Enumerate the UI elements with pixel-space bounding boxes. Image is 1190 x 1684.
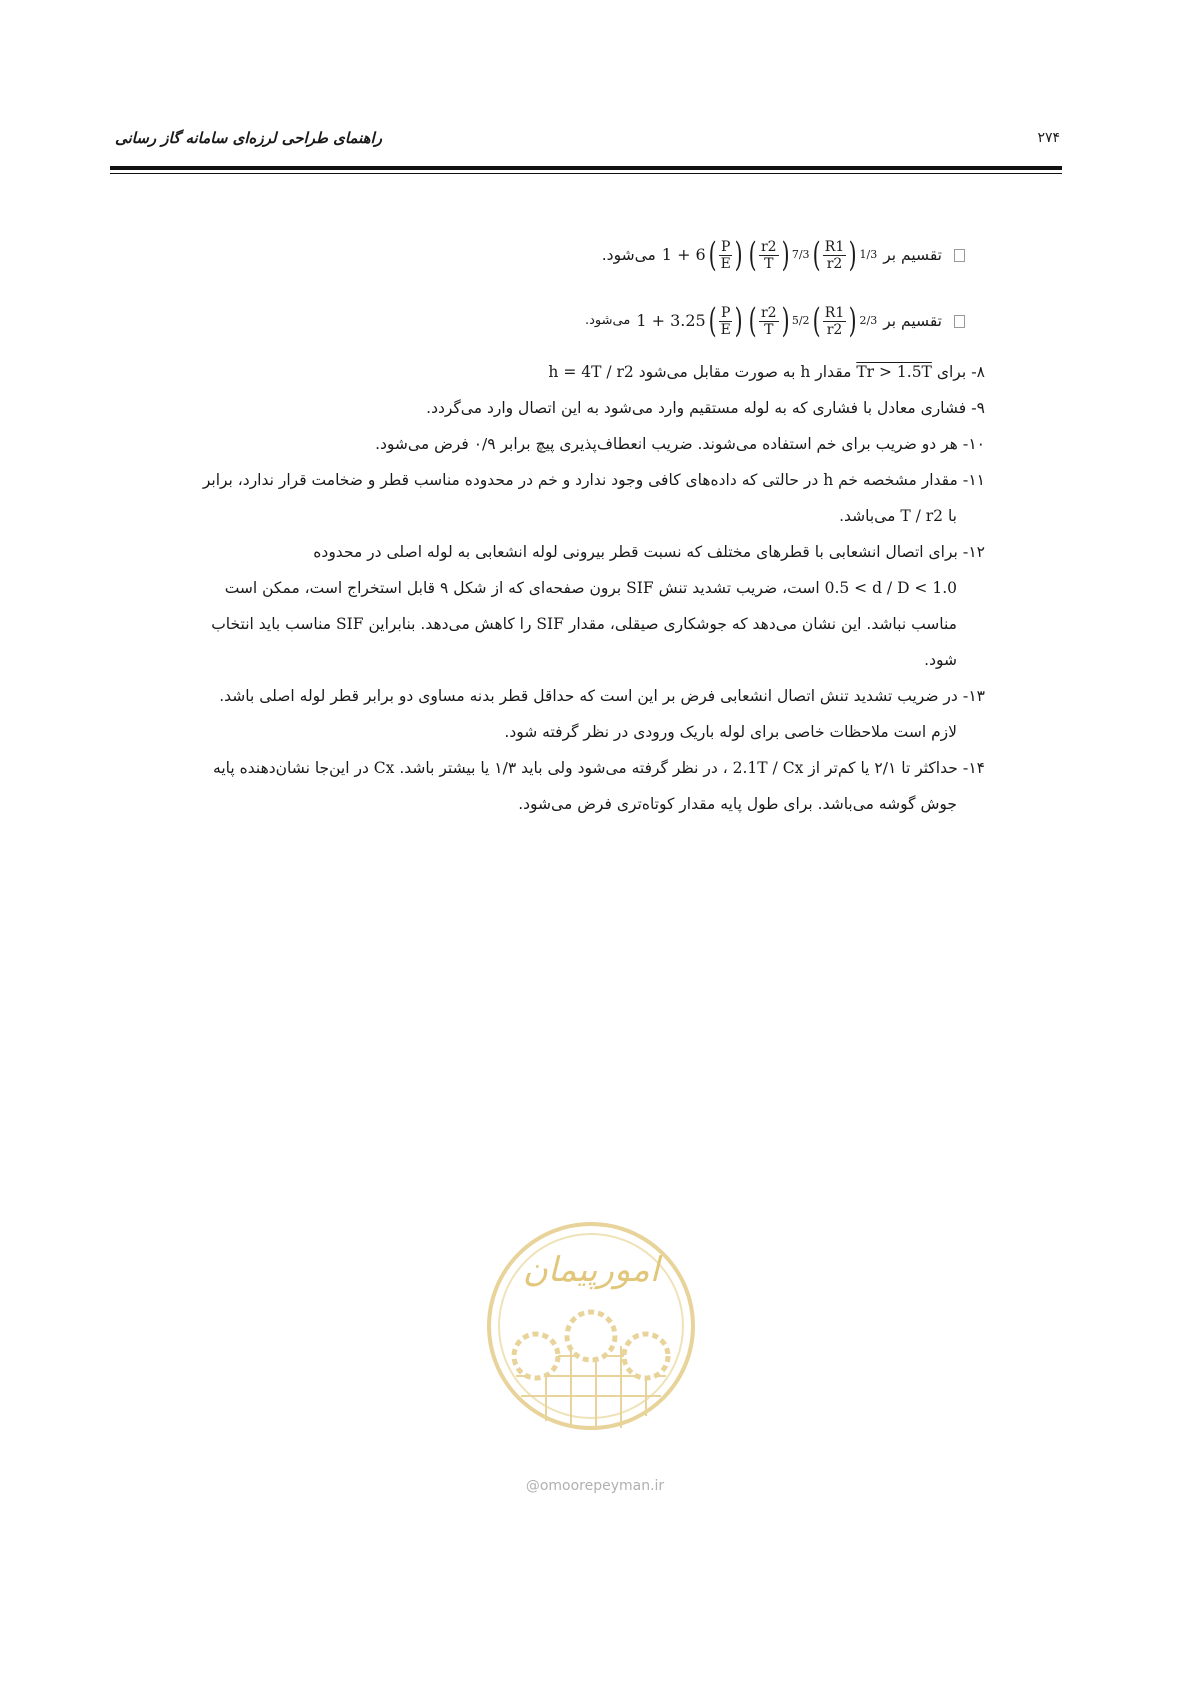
exp-1: 7/3: [791, 248, 810, 261]
formula-2-suffix: می‌شود.: [585, 313, 631, 328]
formula-1-prefix: تقسیم بر: [883, 246, 942, 264]
formula-1: 1 + 6 ( $\frac{P}{E}$ ) ( $\frac{r2}{T}$ ) 7/3 ( $\frac{R1}{r2}$ ) 1/3: [661, 235, 878, 275]
note-12-text-e: را کاهش می‌دهد. بنابراین: [368, 615, 532, 633]
note-12-text-a: ۱۲- برای اتصال انشعابی با قطرهای مختلف که نسبت قطر بیرونی لوله انشعابی به لوله اصلی در محدوده: [313, 543, 985, 561]
note-12-text-c: برون صفحه‌ای که از شکل ۹ قابل استخراج است، ممکن است: [224, 579, 622, 597]
frac-r2-den: r2: [826, 255, 843, 272]
note-14-line-2: جوش گوشه می‌باشد. برای طول پایه مقدار کوتاه‌تری فرض می‌شود.: [518, 795, 957, 813]
note-8: [115, 354, 985, 390]
watermark-logo-icon: [476, 1206, 706, 1476]
note-11-text-b: در حالتی که داده‌های کافی وجود ندارد و خم در محدوده مناسب قطر و ضخامت قرار ندارد، برابر: [202, 471, 819, 489]
header-rule-thick: [110, 166, 1062, 170]
note-11-text-c: با: [947, 507, 957, 525]
page-header: [115, 128, 1060, 148]
note-8-math-1: Tr > 1.5T: [856, 363, 932, 381]
note-12-math: 0.5 < d / D < 1.0: [824, 579, 957, 597]
formula-2-prefix: تقسیم بر: [883, 312, 942, 330]
checkbox-icon: [954, 315, 965, 328]
frac-e: E: [720, 255, 731, 272]
frac-r1: R1: [824, 238, 845, 255]
note-8-text-b: مقدار: [815, 363, 852, 381]
note-12-sif-3: SIF: [336, 615, 364, 633]
frac-r1: R1: [824, 304, 845, 321]
exp-2: 2/3: [859, 314, 878, 327]
header-rule-thin: [110, 173, 1062, 174]
note-12-line-4: شود.: [924, 651, 957, 669]
note-12: [115, 534, 985, 570]
note-11: [115, 462, 985, 498]
note-13: ۱۳- در ضریب تشدید تنش اتصال انشعابی فرض بر این است که حداقل قطر بدنه مساوی دو برابر قطر لوله اصلی باشد.: [219, 687, 985, 705]
note-13-line-2: لازم است ملاحظات خاصی برای لوله باریک ورودی در نظر گرفته شود.: [504, 723, 957, 741]
note-8-text-c: به صورت مقابل می‌شود: [638, 363, 796, 381]
note-12-sif: SIF: [626, 579, 654, 597]
formula-2-coef: 1 + 3.25: [636, 311, 706, 330]
page-number: ۲۷۴: [1037, 130, 1060, 146]
note-12-text-b: است، ضریب تشدید تنش: [658, 579, 820, 597]
note-11-text-a: ۱۱- مقدار مشخصه خم: [838, 471, 985, 489]
note-11-text-d: می‌باشد.: [839, 507, 896, 525]
formula-2: 1 + 3.25 ( $\frac{P}{E}$ ) ( $\frac{r2}{T}$ ) 5/2 ( $\frac{R1}{r2}$ ) 2/3: [636, 301, 878, 341]
note-8-math-3: h = 4T / r2: [548, 363, 634, 381]
note-14: [115, 750, 985, 786]
frac-e: E: [720, 321, 731, 338]
frac-r2: r2: [760, 238, 777, 255]
logo-text: امورپیمان: [522, 1250, 660, 1290]
note-14-text-a: ۱۴- حداکثر تا ۲/۱ یا کم‌تر از: [808, 759, 985, 777]
note-14-text-c: در این‌جا نشان‌دهنده پایه: [213, 759, 369, 777]
note-11-math-2: T / r2: [900, 507, 944, 525]
exp-1: 5/2: [791, 314, 810, 327]
frac-r2: r2: [760, 304, 777, 321]
note-12-text-d: مناسب نباشد. این نشان می‌دهد که جوشکاری صیقلی، مقدار: [568, 615, 957, 633]
frac-p: P: [721, 238, 731, 255]
note-14-math: 2.1T / Cx: [732, 759, 804, 777]
formula-line-2: [115, 288, 985, 354]
note-12-sif-2: SIF: [536, 615, 564, 633]
page-body: [115, 222, 985, 822]
book-title: راهنمای طراحی لرزه‌ای سامانه گاز رسانی: [115, 129, 382, 147]
checkbox-icon: [954, 249, 965, 262]
exp-2: 1/3: [859, 248, 878, 261]
note-12-text-f: مناسب باید انتخاب: [211, 615, 332, 633]
note-8-math-2: h: [800, 363, 811, 381]
note-8-text-a: برای: [936, 363, 967, 381]
frac-p: P: [721, 304, 731, 321]
note-9: ۹- فشاری معادل با فشاری که به لوله مستقیم وارد می‌شود به این اتصال وارد می‌گردد.: [426, 399, 985, 417]
frac-t: T: [764, 321, 774, 338]
note-11-continued: [115, 498, 985, 534]
note-12-line-2: [115, 570, 985, 606]
formula-1-suffix: می‌شود.: [601, 246, 656, 264]
watermark-caption: @omoorepeyman.ir: [525, 1478, 665, 1494]
note-11-math: h: [823, 471, 834, 489]
formula-1-coef: 1 + 6: [661, 245, 706, 264]
formula-line-1: [115, 222, 985, 288]
note-14-text-b: ، در نظر گرفته می‌شود ولی باید ۱/۳ یا بیشتر باشد.: [399, 759, 728, 777]
frac-t: T: [764, 255, 774, 272]
note-8-number: ۸-: [971, 363, 985, 381]
note-12-line-3: [115, 606, 985, 642]
note-14-math-2: Cx: [373, 759, 395, 777]
frac-r2-den: r2: [826, 321, 843, 338]
note-10: ۱۰- هر دو ضریب برای خم استفاده می‌شوند. ضریب انعطاف‌پذیری پیچ برابر ۰/۹ فرض می‌شود.: [375, 435, 985, 453]
